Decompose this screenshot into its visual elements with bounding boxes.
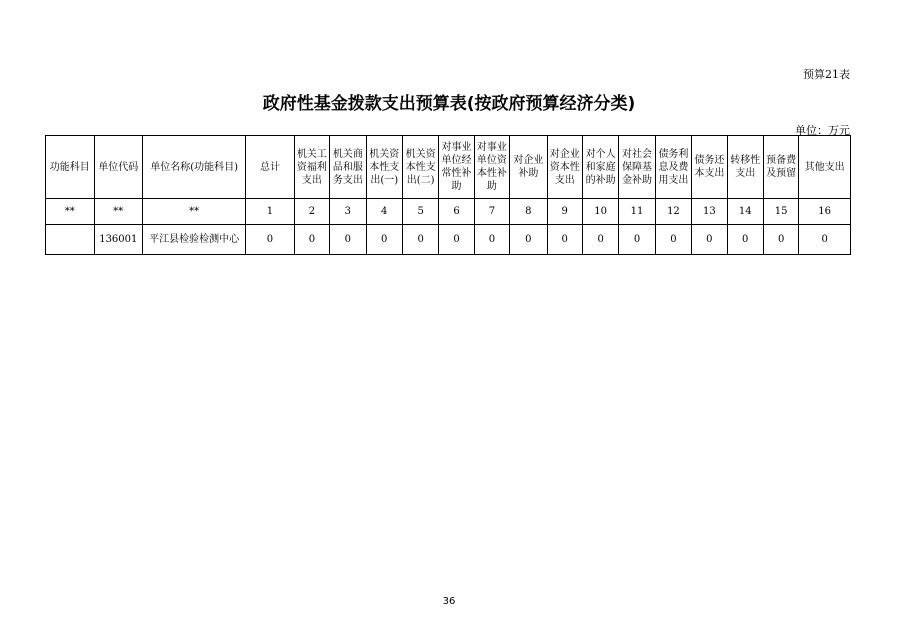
- index-cell: **: [46, 199, 95, 225]
- table-cell: 0: [510, 225, 547, 255]
- header-cell: 转移性支出: [727, 136, 763, 199]
- index-cell: 3: [330, 199, 366, 225]
- header-cell: 单位代码: [94, 136, 143, 199]
- table-cell: 0: [547, 225, 582, 255]
- header-cell: 对企业资本性支出: [547, 136, 582, 199]
- index-cell: 15: [763, 199, 798, 225]
- header-cell: 对事业单位资本性补助: [474, 136, 509, 199]
- table-row: [46, 225, 851, 255]
- table-cell: 0: [294, 225, 329, 255]
- index-cell: 2: [294, 199, 329, 225]
- index-cell: 7: [474, 199, 509, 225]
- header-cell: 其他支出: [799, 136, 851, 199]
- table-cell: 0: [439, 225, 474, 255]
- table-cell: 0: [582, 225, 618, 255]
- header-cell: 对社会保障基金补助: [619, 136, 655, 199]
- table-cell: 136001: [94, 225, 143, 255]
- header-cell: 对事业单位经常性补助: [439, 136, 474, 199]
- index-cell: 1: [246, 199, 295, 225]
- index-cell: 16: [799, 199, 851, 225]
- table-cell: 0: [330, 225, 366, 255]
- table-cell: 0: [799, 225, 851, 255]
- index-cell: 11: [619, 199, 655, 225]
- index-cell: 8: [510, 199, 547, 225]
- header-cell: 预备费及预留: [763, 136, 798, 199]
- table-reference: 预算21表: [803, 68, 850, 81]
- header-cell: 债务利息及费用支出: [655, 136, 691, 199]
- header-cell: 机关工资福利支出: [294, 136, 329, 199]
- header-row: [46, 136, 851, 199]
- page-title: 政府性基金拨款支出预算表(按政府预算经济分类): [262, 94, 636, 114]
- unit-label: 单位：万元: [795, 124, 850, 137]
- page-number: 36: [442, 596, 456, 607]
- index-cell: 9: [547, 199, 582, 225]
- table-cell: 0: [727, 225, 763, 255]
- index-cell: 13: [692, 199, 727, 225]
- header-cell: 对企业补助: [510, 136, 547, 199]
- index-cell: 4: [366, 199, 402, 225]
- index-cell: **: [94, 199, 143, 225]
- table-cell: [46, 225, 95, 255]
- header-cell: 机关资本性支出(二): [402, 136, 438, 199]
- index-cell: 12: [655, 199, 691, 225]
- table-cell: 0: [655, 225, 691, 255]
- budget-table: [45, 135, 851, 255]
- header-cell: 对个人和家庭的补助: [582, 136, 618, 199]
- index-cell: 6: [439, 199, 474, 225]
- table-cell: 0: [763, 225, 798, 255]
- index-row: [46, 199, 851, 225]
- index-cell: 14: [727, 199, 763, 225]
- header-cell: 功能科目: [46, 136, 95, 199]
- header-cell: 机关资本性支出(一): [366, 136, 402, 199]
- index-cell: 5: [402, 199, 438, 225]
- index-cell: 10: [582, 199, 618, 225]
- header-cell: 单位名称(功能科目): [143, 136, 246, 199]
- header-cell: 机关商品和服务支出: [330, 136, 366, 199]
- header-cell: 债务还本支出: [692, 136, 727, 199]
- table-cell: 0: [246, 225, 295, 255]
- table-cell: 0: [692, 225, 727, 255]
- table-cell: 0: [402, 225, 438, 255]
- table-cell: 0: [619, 225, 655, 255]
- index-cell: **: [143, 199, 246, 225]
- table-cell: 0: [366, 225, 402, 255]
- table-cell: 0: [474, 225, 509, 255]
- table-cell: 平江县检验检测中心: [143, 225, 246, 255]
- header-cell: 总计: [246, 136, 295, 199]
